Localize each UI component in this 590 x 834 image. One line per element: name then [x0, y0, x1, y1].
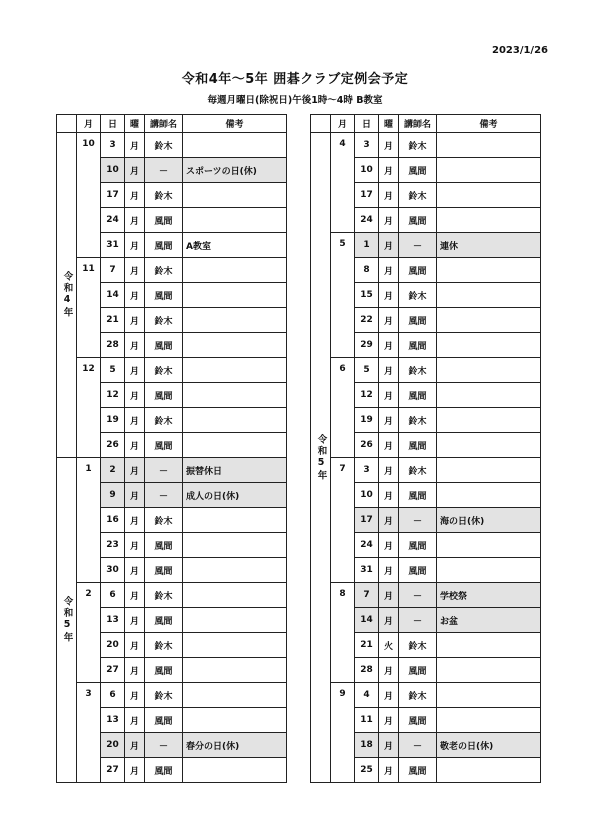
- weekday-cell: 月: [125, 333, 145, 358]
- weekday-cell: 月: [125, 708, 145, 733]
- month-cell: 4: [331, 133, 355, 233]
- note-cell: A教室: [183, 233, 287, 258]
- day-cell: 4: [355, 683, 379, 708]
- weekday-cell: 月: [379, 733, 399, 758]
- weekday-cell: 月: [125, 508, 145, 533]
- note-cell: [183, 308, 287, 333]
- instructor-cell: 風間: [399, 308, 437, 333]
- weekday-cell: 月: [379, 383, 399, 408]
- instructor-cell: 風間: [399, 333, 437, 358]
- schedule-row: [57, 458, 287, 483]
- day-cell: 13: [101, 708, 125, 733]
- day-cell: 31: [355, 558, 379, 583]
- weekday-cell: 月: [379, 208, 399, 233]
- schedule-table-right: [310, 114, 541, 783]
- month-cell: 7: [331, 458, 355, 583]
- instructor-cell: －: [399, 583, 437, 608]
- month-cell: 6: [331, 358, 355, 458]
- instructor-cell: 風間: [399, 208, 437, 233]
- weekday-cell: 月: [125, 533, 145, 558]
- day-cell: 26: [355, 433, 379, 458]
- month-cell: 12: [77, 358, 101, 458]
- note-cell: [183, 583, 287, 608]
- weekday-cell: 月: [125, 583, 145, 608]
- instructor-cell: 風間: [145, 383, 183, 408]
- month-cell: 1: [77, 458, 101, 583]
- weekday-cell: 月: [379, 683, 399, 708]
- instructor-cell: 風間: [145, 608, 183, 633]
- weekday-cell: 月: [125, 483, 145, 508]
- schedule-row: [57, 583, 287, 608]
- weekday-cell: 月: [125, 433, 145, 458]
- day-cell: 12: [355, 383, 379, 408]
- instructor-cell: －: [399, 733, 437, 758]
- day-cell: 17: [355, 508, 379, 533]
- header-era: [57, 115, 77, 133]
- note-cell: お盆: [437, 608, 541, 633]
- day-cell: 6: [101, 583, 125, 608]
- note-cell: [437, 408, 541, 433]
- day-cell: 14: [101, 283, 125, 308]
- instructor-cell: 風間: [399, 558, 437, 583]
- header-month: 月: [77, 115, 101, 133]
- note-cell: [183, 283, 287, 308]
- instructor-cell: 風間: [145, 758, 183, 783]
- day-cell: 7: [355, 583, 379, 608]
- day-cell: 21: [101, 308, 125, 333]
- instructor-cell: 鈴木: [145, 133, 183, 158]
- weekday-cell: 月: [125, 233, 145, 258]
- day-cell: 28: [101, 333, 125, 358]
- day-cell: 18: [355, 733, 379, 758]
- weekday-cell: 月: [125, 383, 145, 408]
- note-cell: [437, 658, 541, 683]
- note-cell: 成人の日(休): [183, 483, 287, 508]
- header-row: [311, 115, 541, 133]
- note-cell: [183, 183, 287, 208]
- weekday-cell: 月: [379, 233, 399, 258]
- day-cell: 11: [355, 708, 379, 733]
- note-cell: [437, 458, 541, 483]
- day-cell: 20: [101, 633, 125, 658]
- note-cell: [183, 658, 287, 683]
- weekday-cell: 月: [379, 283, 399, 308]
- schedule-row: [57, 683, 287, 708]
- note-cell: [437, 208, 541, 233]
- day-cell: 15: [355, 283, 379, 308]
- note-cell: [437, 283, 541, 308]
- header-month: 月: [331, 115, 355, 133]
- schedule-row: [57, 133, 287, 158]
- header-weekday: 曜: [379, 115, 399, 133]
- era-label: 令和4年: [57, 133, 77, 458]
- note-cell: [183, 758, 287, 783]
- schedule-row: [311, 683, 541, 708]
- weekday-cell: 月: [379, 708, 399, 733]
- header-day: 日: [101, 115, 125, 133]
- weekday-cell: 月: [379, 458, 399, 483]
- document-date: 2023/1/26: [491, 45, 548, 56]
- instructor-cell: －: [399, 508, 437, 533]
- day-cell: 25: [355, 758, 379, 783]
- schedule-table-left: [56, 114, 287, 783]
- note-cell: 振替休日: [183, 458, 287, 483]
- day-cell: 13: [101, 608, 125, 633]
- day-cell: 10: [355, 158, 379, 183]
- day-cell: 7: [101, 258, 125, 283]
- note-cell: [183, 508, 287, 533]
- instructor-cell: 鈴木: [145, 183, 183, 208]
- day-cell: 27: [101, 658, 125, 683]
- day-cell: 3: [355, 133, 379, 158]
- day-cell: 6: [101, 683, 125, 708]
- weekday-cell: 月: [125, 183, 145, 208]
- header-weekday: 曜: [125, 115, 145, 133]
- day-cell: 26: [101, 433, 125, 458]
- note-cell: [183, 633, 287, 658]
- note-cell: [437, 533, 541, 558]
- note-cell: [183, 533, 287, 558]
- note-cell: 海の日(休): [437, 508, 541, 533]
- instructor-cell: 風間: [145, 558, 183, 583]
- note-cell: [183, 208, 287, 233]
- instructor-cell: －: [145, 483, 183, 508]
- day-cell: 1: [355, 233, 379, 258]
- note-cell: [437, 708, 541, 733]
- weekday-cell: 月: [379, 583, 399, 608]
- instructor-cell: 鈴木: [399, 683, 437, 708]
- note-cell: [183, 358, 287, 383]
- instructor-cell: 風間: [399, 483, 437, 508]
- instructor-cell: 鈴木: [399, 283, 437, 308]
- instructor-cell: 鈴木: [145, 633, 183, 658]
- note-cell: [437, 308, 541, 333]
- instructor-cell: 鈴木: [145, 258, 183, 283]
- schedule-row: [311, 358, 541, 383]
- day-cell: 24: [355, 208, 379, 233]
- header-day: 日: [355, 115, 379, 133]
- day-cell: 5: [101, 358, 125, 383]
- day-cell: 31: [101, 233, 125, 258]
- weekday-cell: 月: [125, 283, 145, 308]
- weekday-cell: 月: [379, 358, 399, 383]
- weekday-cell: 月: [125, 308, 145, 333]
- instructor-cell: 鈴木: [145, 358, 183, 383]
- instructor-cell: 鈴木: [145, 683, 183, 708]
- note-cell: [437, 158, 541, 183]
- weekday-cell: 月: [125, 633, 145, 658]
- weekday-cell: 月: [125, 158, 145, 183]
- weekday-cell: 月: [379, 658, 399, 683]
- day-cell: 8: [355, 258, 379, 283]
- document-subtitle: 毎週月曜日(除祝日)午後1時～4時 B教室: [207, 95, 383, 106]
- month-cell: 5: [331, 233, 355, 358]
- weekday-cell: 月: [125, 133, 145, 158]
- note-cell: [437, 483, 541, 508]
- day-cell: 17: [355, 183, 379, 208]
- day-cell: 3: [355, 458, 379, 483]
- day-cell: 2: [101, 458, 125, 483]
- day-cell: 23: [101, 533, 125, 558]
- day-cell: 14: [355, 608, 379, 633]
- instructor-cell: 鈴木: [145, 308, 183, 333]
- day-cell: 22: [355, 308, 379, 333]
- instructor-cell: 風間: [145, 283, 183, 308]
- note-cell: [183, 133, 287, 158]
- month-cell: 2: [77, 583, 101, 683]
- instructor-cell: 鈴木: [399, 633, 437, 658]
- note-cell: [437, 758, 541, 783]
- day-cell: 21: [355, 633, 379, 658]
- instructor-cell: －: [399, 233, 437, 258]
- weekday-cell: 月: [125, 358, 145, 383]
- note-cell: 春分の日(休): [183, 733, 287, 758]
- weekday-cell: 月: [125, 758, 145, 783]
- instructor-cell: 風間: [145, 433, 183, 458]
- instructor-cell: 鈴木: [399, 133, 437, 158]
- note-cell: [183, 408, 287, 433]
- header-note: 備考: [437, 115, 541, 133]
- weekday-cell: 月: [379, 333, 399, 358]
- instructor-cell: 風間: [145, 708, 183, 733]
- note-cell: [437, 558, 541, 583]
- note-cell: [437, 383, 541, 408]
- weekday-cell: 月: [379, 558, 399, 583]
- header-era: [311, 115, 331, 133]
- day-cell: 27: [101, 758, 125, 783]
- instructor-cell: 風間: [399, 258, 437, 283]
- instructor-cell: 風間: [399, 533, 437, 558]
- note-cell: 敬老の日(休): [437, 733, 541, 758]
- weekday-cell: 月: [125, 683, 145, 708]
- day-cell: 19: [101, 408, 125, 433]
- instructor-cell: －: [399, 608, 437, 633]
- header-note: 備考: [183, 115, 287, 133]
- header-row: [57, 115, 287, 133]
- weekday-cell: 月: [125, 733, 145, 758]
- instructor-cell: 鈴木: [399, 358, 437, 383]
- note-cell: [183, 608, 287, 633]
- weekday-cell: 月: [379, 608, 399, 633]
- instructor-cell: 風間: [145, 333, 183, 358]
- month-cell: 11: [77, 258, 101, 358]
- schedule-row: [311, 133, 541, 158]
- instructor-cell: 鈴木: [399, 183, 437, 208]
- note-cell: [183, 433, 287, 458]
- day-cell: 10: [101, 158, 125, 183]
- instructor-cell: 風間: [145, 233, 183, 258]
- document-title: 令和4年～5年 囲碁クラブ定例会予定: [181, 72, 409, 87]
- day-cell: 3: [101, 133, 125, 158]
- note-cell: [183, 708, 287, 733]
- day-cell: 19: [355, 408, 379, 433]
- day-cell: 20: [101, 733, 125, 758]
- note-cell: [437, 333, 541, 358]
- note-cell: [437, 258, 541, 283]
- day-cell: 24: [101, 208, 125, 233]
- weekday-cell: 月: [125, 658, 145, 683]
- weekday-cell: 月: [379, 758, 399, 783]
- instructor-cell: 鈴木: [145, 508, 183, 533]
- note-cell: [183, 383, 287, 408]
- month-cell: 3: [77, 683, 101, 783]
- schedule-row: [57, 358, 287, 383]
- note-cell: [183, 558, 287, 583]
- instructor-cell: 風間: [399, 383, 437, 408]
- weekday-cell: 月: [125, 458, 145, 483]
- weekday-cell: 月: [125, 408, 145, 433]
- schedule-row: [311, 583, 541, 608]
- instructor-cell: －: [145, 158, 183, 183]
- day-cell: 28: [355, 658, 379, 683]
- day-cell: 30: [101, 558, 125, 583]
- note-cell: [437, 633, 541, 658]
- instructor-cell: 風間: [399, 433, 437, 458]
- month-cell: 8: [331, 583, 355, 683]
- day-cell: 16: [101, 508, 125, 533]
- note-cell: 連休: [437, 233, 541, 258]
- weekday-cell: 月: [379, 308, 399, 333]
- weekday-cell: 月: [379, 508, 399, 533]
- instructor-cell: 風間: [399, 158, 437, 183]
- instructor-cell: 鈴木: [145, 408, 183, 433]
- note-cell: [183, 683, 287, 708]
- instructor-cell: 鈴木: [399, 408, 437, 433]
- weekday-cell: 月: [125, 558, 145, 583]
- era-label: 令和5年: [311, 133, 331, 783]
- instructor-cell: 鈴木: [399, 458, 437, 483]
- instructor-cell: 風間: [145, 533, 183, 558]
- month-cell: 9: [331, 683, 355, 783]
- instructor-cell: 風間: [145, 658, 183, 683]
- schedule-row: [311, 233, 541, 258]
- note-cell: [437, 358, 541, 383]
- weekday-cell: 月: [379, 433, 399, 458]
- weekday-cell: 月: [379, 483, 399, 508]
- day-cell: 29: [355, 333, 379, 358]
- instructor-cell: －: [145, 458, 183, 483]
- instructor-cell: 風間: [145, 208, 183, 233]
- weekday-cell: 月: [125, 608, 145, 633]
- header-instructor: 講師名: [145, 115, 183, 133]
- note-cell: [437, 183, 541, 208]
- weekday-cell: 月: [125, 258, 145, 283]
- note-cell: スポーツの日(休): [183, 158, 287, 183]
- instructor-cell: 風間: [399, 708, 437, 733]
- schedule-row: [311, 458, 541, 483]
- weekday-cell: 月: [379, 133, 399, 158]
- weekday-cell: 月: [379, 158, 399, 183]
- day-cell: 24: [355, 533, 379, 558]
- note-cell: 学校祭: [437, 583, 541, 608]
- weekday-cell: 月: [379, 258, 399, 283]
- day-cell: 17: [101, 183, 125, 208]
- weekday-cell: 月: [379, 533, 399, 558]
- weekday-cell: 月: [125, 208, 145, 233]
- day-cell: 12: [101, 383, 125, 408]
- instructor-cell: 風間: [399, 658, 437, 683]
- note-cell: [437, 433, 541, 458]
- note-cell: [437, 683, 541, 708]
- schedule-row: [57, 258, 287, 283]
- instructor-cell: 風間: [399, 758, 437, 783]
- era-label: 令和5年: [57, 458, 77, 783]
- note-cell: [183, 258, 287, 283]
- instructor-cell: 鈴木: [145, 583, 183, 608]
- day-cell: 5: [355, 358, 379, 383]
- month-cell: 10: [77, 133, 101, 258]
- weekday-cell: 火: [379, 633, 399, 658]
- instructor-cell: －: [145, 733, 183, 758]
- header-instructor: 講師名: [399, 115, 437, 133]
- day-cell: 9: [101, 483, 125, 508]
- note-cell: [437, 133, 541, 158]
- note-cell: [183, 333, 287, 358]
- weekday-cell: 月: [379, 183, 399, 208]
- day-cell: 10: [355, 483, 379, 508]
- weekday-cell: 月: [379, 408, 399, 433]
